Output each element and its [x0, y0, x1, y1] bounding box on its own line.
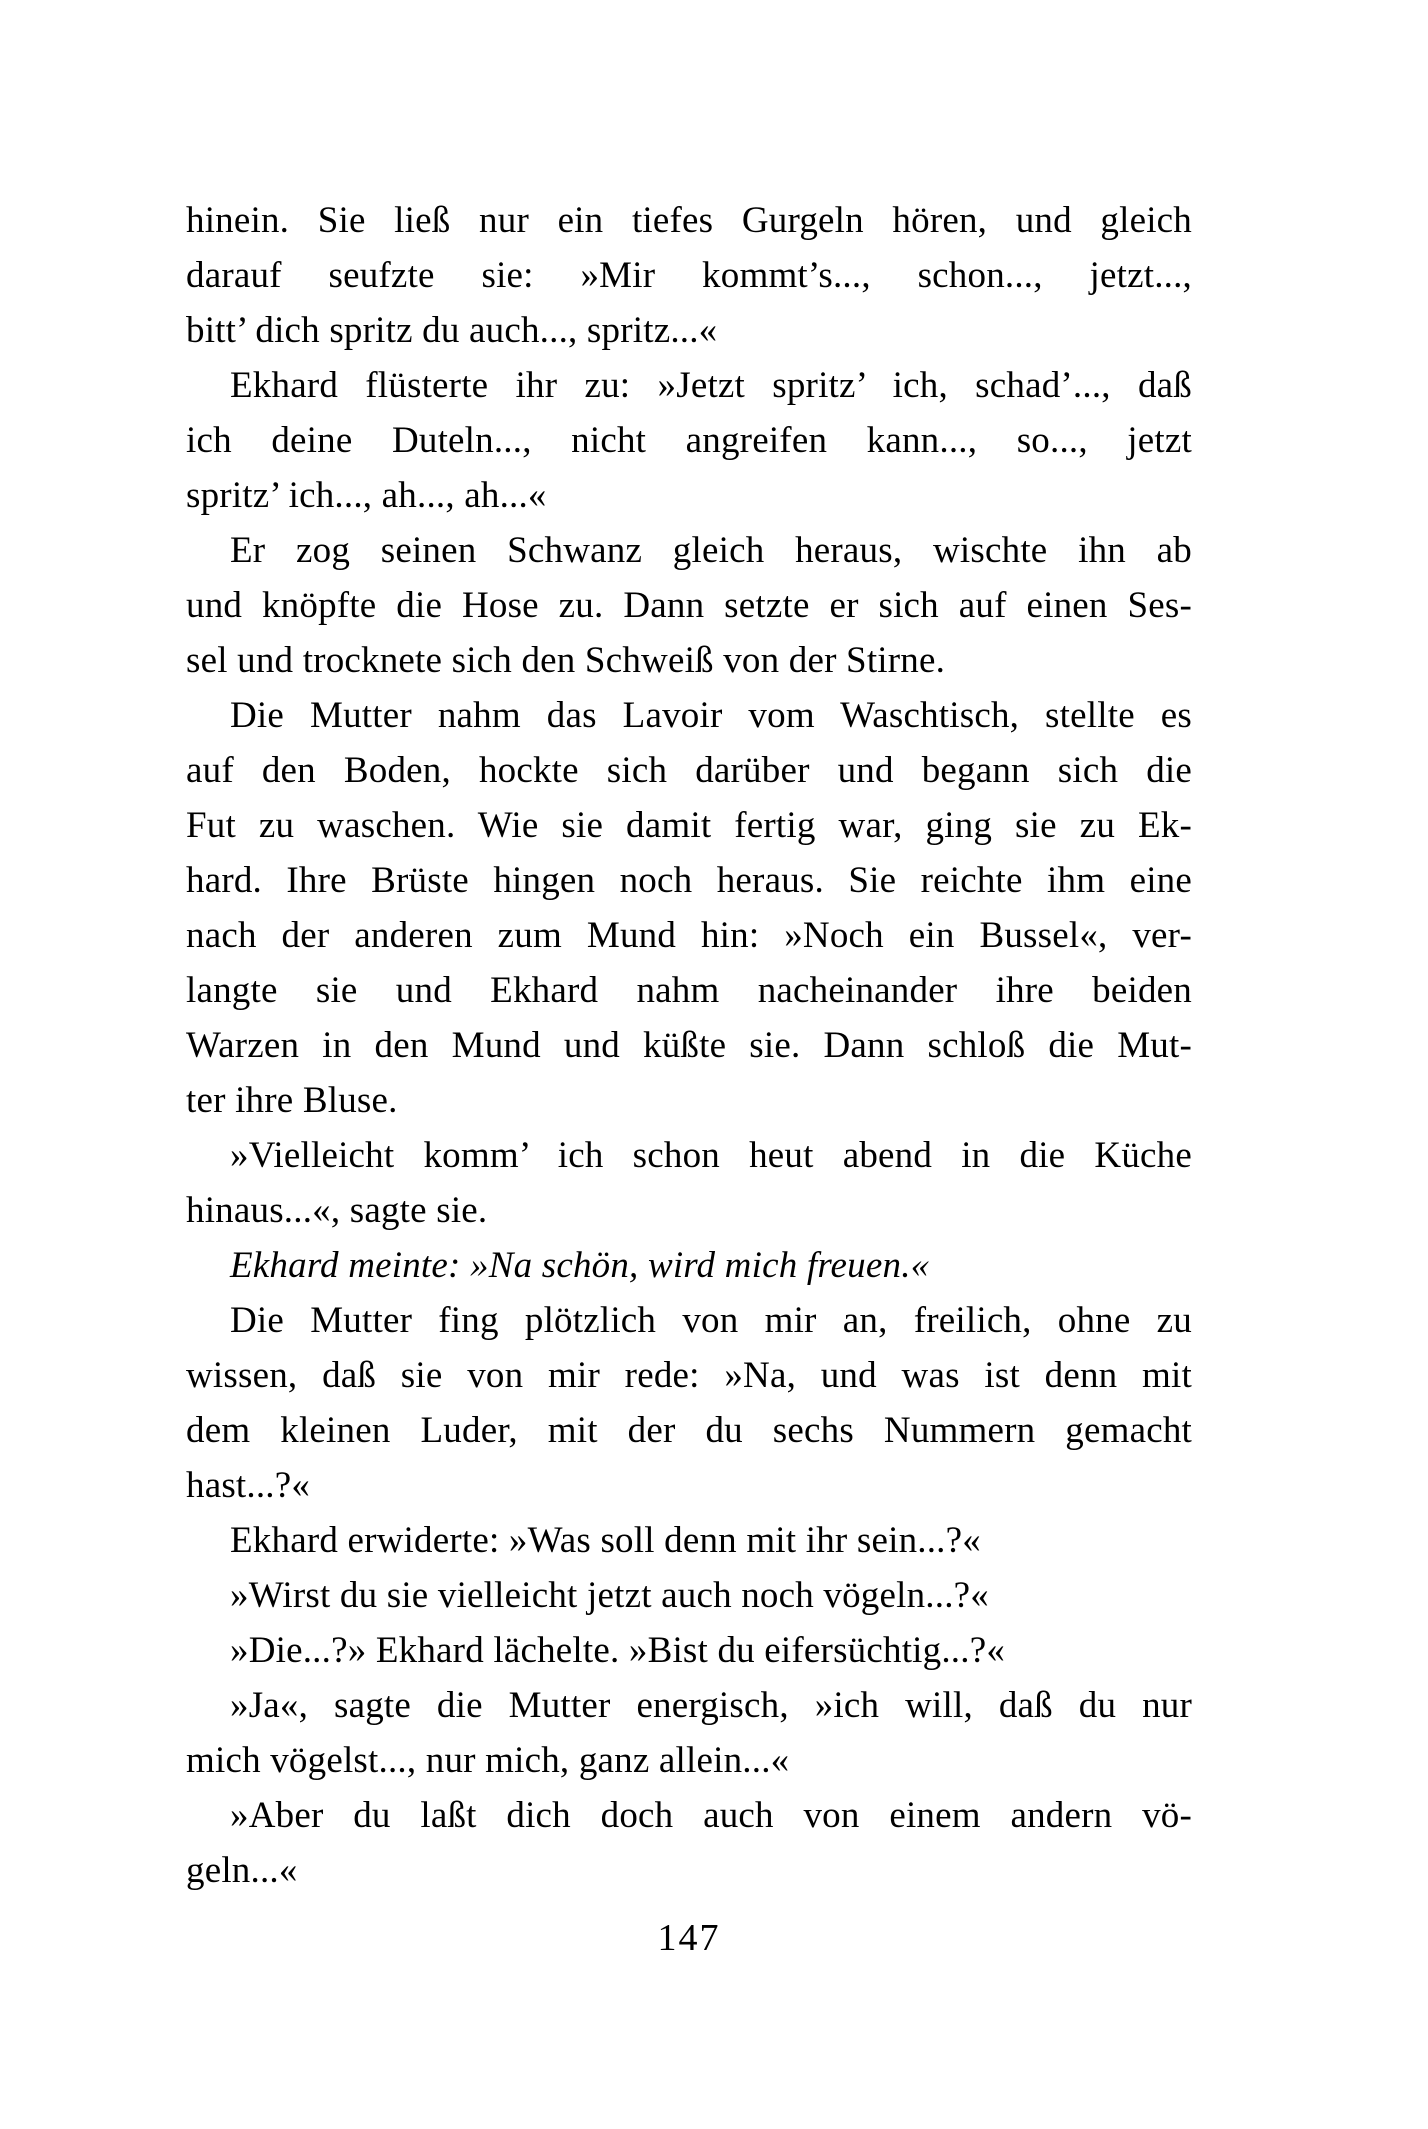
- text-line: spritz’ ich..., ah..., ah...«: [186, 475, 547, 516]
- text-line: »Aber du laßt dich doch auch von einem andern vö-: [230, 1795, 1192, 1836]
- paragraph: [186, 1238, 1192, 1293]
- paragraph: [186, 1678, 1192, 1788]
- text-line: Die Mutter nahm das Lavoir vom Waschtisch, stellte es: [230, 695, 1192, 736]
- paragraph: [186, 1293, 1192, 1513]
- paragraph: [186, 523, 1192, 688]
- text-line: geln...«: [186, 1850, 298, 1891]
- text-line: Fut zu waschen. Wie sie damit fertig war, ging sie zu Ek-: [186, 805, 1192, 846]
- text-line: »Ja«, sagte die Mutter energisch, »ich will, daß du nur: [230, 1685, 1192, 1726]
- text-line: »Wirst du sie vielleicht jetzt auch noch vögeln...?«: [230, 1575, 989, 1616]
- text-line: dem kleinen Luder, mit der du sechs Nummern gemacht: [186, 1410, 1192, 1451]
- text-block: [186, 193, 1192, 1898]
- text-line: nach der anderen zum Mund hin: »Noch ein Bussel«, ver-: [186, 915, 1192, 956]
- text-line: hinein. Sie ließ nur ein tiefes Gurgeln hören, und gleich: [186, 200, 1192, 241]
- text-line: Die Mutter fing plötzlich von mir an, freilich, ohne zu: [230, 1300, 1192, 1341]
- paragraph: [186, 1623, 1192, 1678]
- text-line: langte sie und Ekhard nahm nacheinander ihre beiden: [186, 970, 1192, 1011]
- text-line: »Vielleicht komm’ ich schon heut abend in die Küche: [230, 1135, 1192, 1176]
- text-line: Er zog seinen Schwanz gleich heraus, wischte ihn ab: [230, 530, 1192, 571]
- text-line: Warzen in den Mund und küßte sie. Dann schloß die Mut-: [186, 1025, 1192, 1066]
- text-line: bitt’ dich spritz du auch..., spritz...«: [186, 310, 718, 351]
- paragraph: [186, 358, 1192, 523]
- text-line: Ekhard flüsterte ihr zu: »Jetzt spritz’ ich, schad’..., daß: [230, 365, 1192, 406]
- paragraph: [186, 688, 1192, 1128]
- text-line: hinaus...«, sagte sie.: [186, 1190, 488, 1231]
- text-line: darauf seufzte sie: »Mir kommt’s..., schon..., jetzt...,: [186, 255, 1192, 296]
- text-line: ter ihre Bluse.: [186, 1080, 398, 1121]
- text-line: wissen, daß sie von mir rede: »Na, und was ist denn mit: [186, 1355, 1192, 1396]
- paragraph: [186, 1788, 1192, 1898]
- paragraph: [186, 193, 1192, 358]
- text-line: ich deine Duteln..., nicht angreifen kann..., so..., jetzt: [186, 420, 1192, 461]
- paragraph: [186, 1568, 1192, 1623]
- text-line: mich vögelst..., nur mich, ganz allein...«: [186, 1740, 790, 1781]
- text-line: Ekhard erwiderte: »Was soll denn mit ihr sein...?«: [230, 1520, 981, 1561]
- text-line: sel und trocknete sich den Schweiß von der Stirne.: [186, 640, 946, 681]
- paragraph: [186, 1128, 1192, 1238]
- text-line: auf den Boden, hockte sich darüber und begann sich die: [186, 750, 1192, 791]
- text-line: hast...?«: [186, 1465, 311, 1506]
- text-line: und knöpfte die Hose zu. Dann setzte er sich auf einen Ses-: [186, 585, 1192, 626]
- page-number: 147: [657, 1917, 721, 1959]
- text-line: Ekhard meinte: »Na schön, wird mich freuen.«: [230, 1245, 930, 1286]
- text-line: hard. Ihre Brüste hingen noch heraus. Sie reichte ihm eine: [186, 860, 1192, 901]
- text-line: »Die...?» Ekhard lächelte. »Bist du eifersüchtig...?«: [230, 1630, 1006, 1671]
- paragraph: [186, 1513, 1192, 1568]
